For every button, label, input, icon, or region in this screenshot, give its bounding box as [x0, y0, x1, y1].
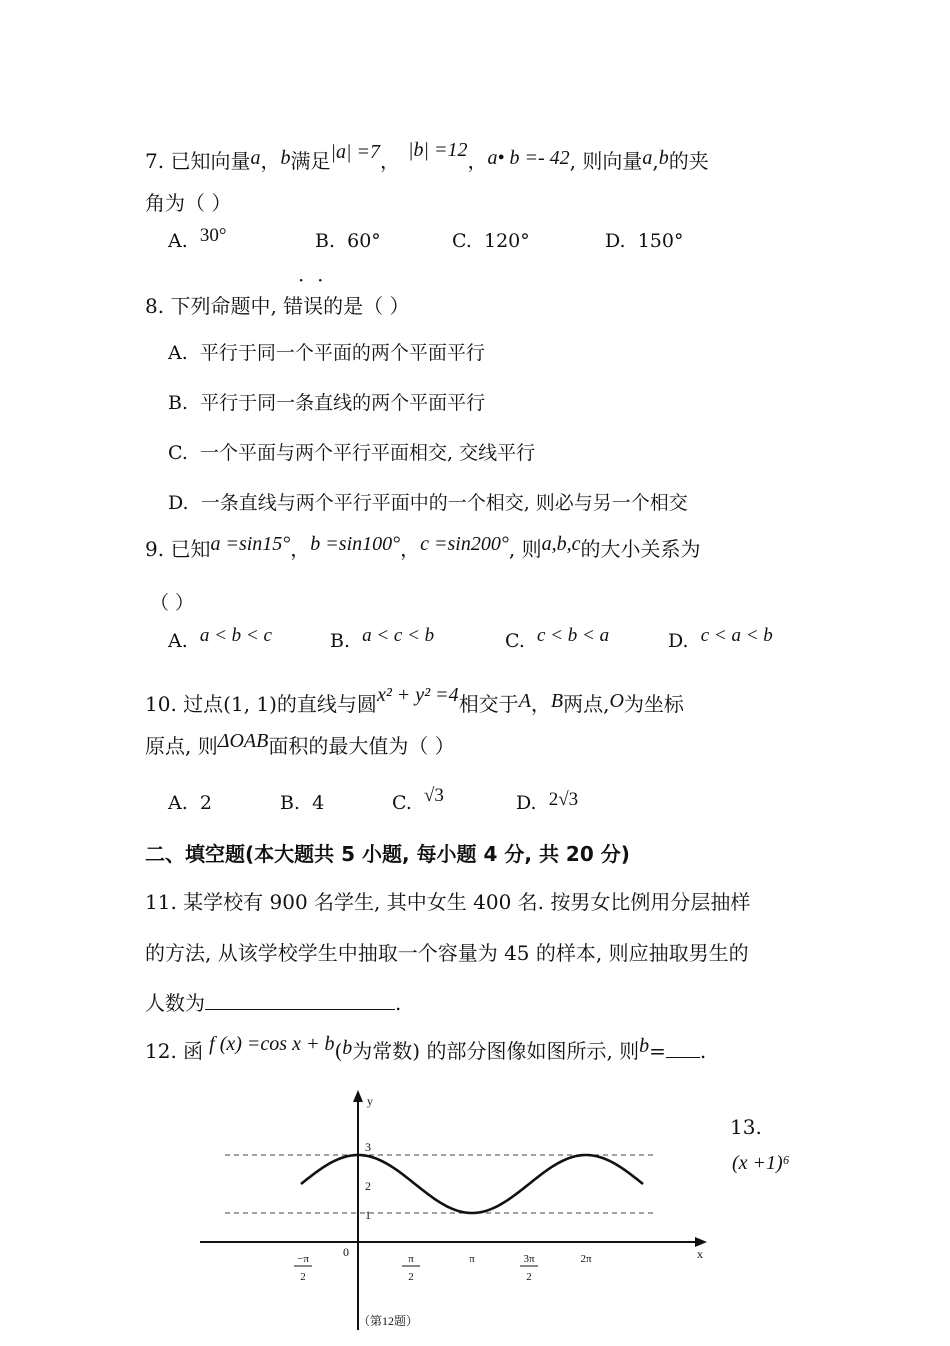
q10-option-b [280, 792, 324, 814]
q7-option-d [605, 230, 683, 252]
emphasis-dots: · · [298, 268, 324, 292]
q12-prefix: 12. 函 [145, 1039, 204, 1063]
q10-prefix: 10. 过点(1, 1)的直线与圆 [145, 692, 377, 716]
option-value: a < c < b [362, 625, 435, 646]
norm-a: |a| =7 [330, 141, 380, 163]
option-label: A. [168, 342, 188, 364]
option-text: 一个平面与两个平行平面相交, 交线平行 [200, 442, 536, 464]
option-value: a < b < c [199, 625, 272, 646]
q11-line3 [145, 987, 401, 1016]
norm-b: |b| =12 [407, 139, 468, 161]
x-tick-label: −π [297, 1253, 309, 1265]
q8-option-a [168, 338, 485, 365]
q13-expression: (x +1)⁶ [732, 1152, 790, 1174]
paren: ( [334, 1039, 343, 1063]
q9-option-d [668, 625, 773, 653]
x-tick-label-den: 2 [300, 1271, 306, 1283]
q9-prefix: 9. 已知 [145, 537, 211, 561]
b-equation: b =sin100° [310, 533, 401, 555]
option-text: 平行于同一个平面的两个平面平行 [199, 342, 485, 364]
x-tick-label-den: 2 [526, 1271, 532, 1283]
q13-number: 13. [730, 1115, 762, 1139]
q9-option-a [168, 625, 272, 653]
q12-mid: 为常数) 的部分图像如图所示, 则 [352, 1039, 640, 1063]
x-tick-label: 3π [523, 1253, 535, 1265]
comma: ， [260, 149, 281, 173]
q11-line2: 的方法, 从该学校学生中抽取一个容量为 45 的样本, 则应抽取男生的 [145, 941, 749, 965]
option-value: 150° [637, 230, 684, 252]
option-value: 2√3 [548, 789, 579, 810]
q10-option-d [516, 789, 579, 815]
q9-line1 [145, 533, 700, 562]
y-axis-arrow [353, 1090, 363, 1102]
section2-title: 二、填空题(本大题共 5 小题, 每小题 4 分, 共 20 分) [145, 842, 630, 866]
q10-line2-tail: 面积的最大值为（ ） [268, 734, 455, 758]
comma: , [652, 149, 659, 173]
answer-blank[interactable] [666, 1039, 700, 1058]
option-label: A. [168, 630, 188, 652]
q7-then: , 则向量 [569, 149, 643, 173]
comma: ， [467, 149, 488, 173]
option-value: 120° [484, 230, 530, 252]
q7-line2: 角为（ ） [145, 191, 232, 215]
cosine-curve [301, 1155, 643, 1213]
x-tick-label: 2π [580, 1253, 592, 1265]
comma: ， [379, 149, 400, 173]
point-b: B [550, 690, 564, 712]
var-b: b [342, 1037, 353, 1059]
option-label: C. [505, 630, 525, 652]
period: . [699, 1039, 707, 1063]
q10-line2-prefix: 原点, 则 [145, 734, 218, 758]
var-b: b [639, 1035, 650, 1057]
option-value: √3 [424, 785, 444, 806]
x-axis-arrow [695, 1237, 707, 1247]
q9-option-c [505, 625, 610, 653]
option-label: C. [392, 792, 412, 814]
q10-mid: 相交于 [458, 692, 519, 716]
option-label: D. [605, 230, 626, 252]
period: . [395, 991, 402, 1015]
option-text: 平行于同一条直线的两个平面平行 [200, 392, 486, 414]
q8-option-b [168, 388, 485, 415]
option-value: c < b < a [537, 625, 610, 646]
a-equation: a =sin15° [210, 533, 291, 555]
q7-prefix: 7. 已知向量 [145, 149, 251, 173]
q9-option-b [330, 625, 435, 653]
origin-label: 0 [343, 1245, 349, 1259]
q9-paren: （ ） [150, 592, 195, 614]
option-label: D. [168, 492, 189, 514]
x-tick-label-den: 2 [408, 1271, 414, 1283]
triangle-oab: ΔOAB [217, 730, 269, 752]
q7-satisfy: 满足 [290, 149, 331, 173]
q8-stem: 8. 下列命题中, 错误的是（ ） [145, 294, 410, 318]
option-value: 30° [199, 225, 227, 246]
option-label: B. [280, 792, 301, 814]
option-label: B. [330, 630, 351, 652]
y-tick-label: 2 [365, 1179, 371, 1193]
q7-option-b [315, 230, 381, 252]
option-text: 一条直线与两个平行平面中的一个相交, 则必与另一个相交 [200, 492, 688, 514]
point-o: O [609, 690, 624, 712]
option-label: B. [168, 392, 189, 414]
q7-line1 [145, 139, 709, 174]
c-equation: c =sin200° [420, 533, 509, 555]
q9-then: , 则 [508, 537, 542, 561]
q10-option-a [168, 792, 212, 814]
option-value: 4 [312, 792, 325, 814]
dot-product: a• b =- 42 [487, 147, 570, 169]
option-label: D. [516, 792, 537, 814]
figure-caption: （第12题） [357, 1314, 419, 1328]
option-label: D. [668, 630, 689, 652]
y-axis-label: y [367, 1094, 373, 1108]
option-label: C. [168, 442, 188, 464]
comma: ， [290, 537, 311, 561]
y-tick-label: 3 [365, 1140, 371, 1154]
option-value: c < a < b [700, 625, 773, 646]
q12-line [145, 1035, 706, 1064]
q11-line1: 11. 某学校有 900 名学生, 其中女生 400 名. 按男女比例用分层抽样 [145, 890, 751, 914]
q9-tail: 的大小关系为 [580, 537, 701, 561]
q7-option-c [452, 230, 530, 252]
vector-a: a [250, 147, 261, 169]
q11-prefix: 人数为 [145, 991, 205, 1015]
q10-line2 [145, 730, 455, 759]
option-label: B. [315, 230, 336, 252]
vector-b: b [280, 147, 291, 169]
y-tick-label: 1 [365, 1208, 371, 1222]
x-axis-label: x [697, 1247, 703, 1261]
option-label: A. [168, 230, 188, 252]
q10-option-c [392, 785, 444, 815]
q8-option-d [168, 488, 688, 515]
option-value: 2 [199, 792, 212, 814]
circle-equation: x² + y² =4 [376, 684, 459, 706]
x-tick-label: π [469, 1253, 475, 1265]
answer-blank[interactable] [205, 991, 395, 1010]
q10-tail: 为坐标 [623, 692, 684, 716]
q10-mid2: 两点, [563, 692, 610, 716]
q7-tail: 的夹 [668, 149, 709, 173]
equals: = [649, 1039, 666, 1063]
option-label: C. [452, 230, 472, 252]
q8-option-c [168, 438, 535, 465]
option-value: 60° [347, 230, 381, 252]
q10-line1 [145, 684, 684, 717]
q7-option-a [168, 225, 227, 253]
point-a: A [518, 690, 531, 712]
vector-b: b [658, 147, 669, 169]
vector-a: a [642, 147, 653, 169]
comma: ， [530, 692, 551, 716]
comma: ， [400, 537, 421, 561]
option-label: A. [168, 792, 188, 814]
function-expression: f (x) =cos x + b [209, 1033, 335, 1055]
abc-vars: a,b,c [541, 533, 581, 555]
x-tick-label: π [408, 1253, 414, 1265]
cosine-graph [195, 1085, 715, 1337]
